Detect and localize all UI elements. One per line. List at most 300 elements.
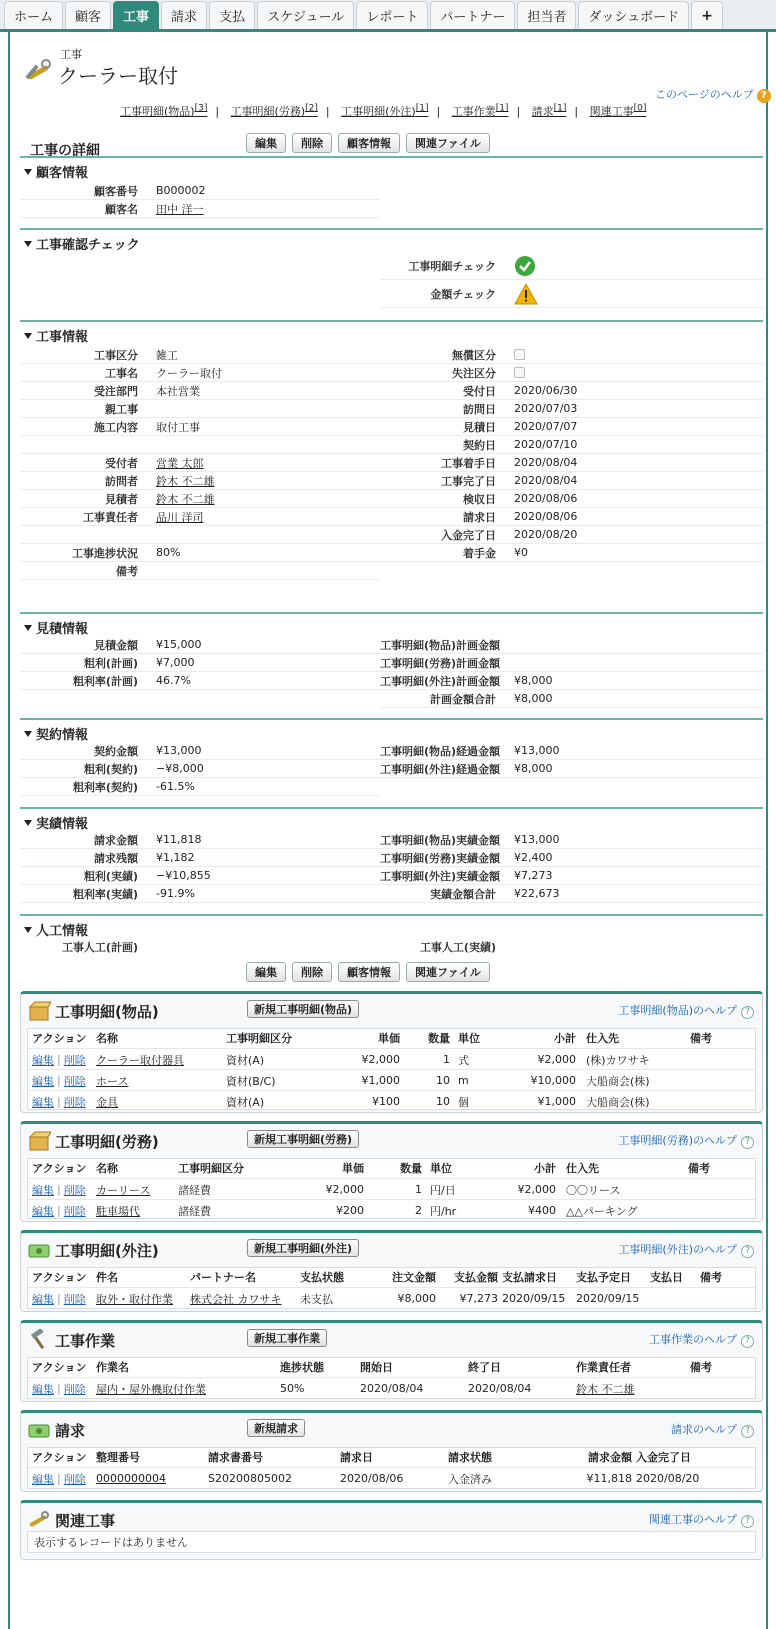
field-value: −¥8,000 <box>156 762 204 775</box>
column-header: 開始日 <box>360 1361 393 1374</box>
field-row <box>20 778 380 796</box>
field-value: ¥13,000 <box>156 744 202 757</box>
tab-partner[interactable]: パートナー <box>430 1 515 29</box>
detail-title: 工事の詳細 <box>30 143 100 159</box>
field-label: 工事責任者 <box>83 510 138 524</box>
table-row <box>28 1178 755 1199</box>
customer-info-button[interactable]: 顧客情報 <box>338 133 400 153</box>
record-link[interactable]: 0000000004 <box>96 1472 166 1485</box>
column-header: 整理番号 <box>96 1451 140 1464</box>
row-actions: 編集 | 削除 <box>32 1074 86 1088</box>
help-icon: ? <box>741 1245 754 1258</box>
table-cell: 円/hr <box>430 1204 457 1218</box>
field-row <box>20 490 380 508</box>
field-value: 2020/08/04 <box>514 456 578 469</box>
invoice-table <box>27 1447 756 1489</box>
field-label: 検収日 <box>463 492 496 506</box>
page-help-link[interactable]: このページのヘルプ ? <box>655 86 771 103</box>
column-header: 数量 <box>400 1162 422 1175</box>
warning-triangle-icon <box>514 283 538 305</box>
field-label: 工事明細(外注)計画金額 <box>380 674 501 688</box>
field-row <box>380 454 763 472</box>
row-actions: 編集 | 削除 <box>32 1472 86 1486</box>
tab-customer[interactable]: 顧客 <box>65 1 111 29</box>
row-delete-link[interactable]: 削除 <box>63 1183 86 1197</box>
column-header: 支払日 <box>650 1271 683 1284</box>
table-cell: 1 <box>443 1053 450 1066</box>
field-label: 粗利率(契約) <box>72 780 138 794</box>
section-header[interactable]: 工事確認チェック <box>24 234 140 253</box>
field-label: 粗利率(実績) <box>72 887 138 901</box>
field-row <box>380 526 763 544</box>
table-cell: 1 <box>415 1183 422 1196</box>
column-header: 備考 <box>688 1162 710 1175</box>
table-cell: ¥1,000 <box>537 1095 576 1108</box>
delete-button[interactable]: 削除 <box>292 133 332 153</box>
rel-link-outsource[interactable]: 工事明細(外注)[1] <box>341 103 429 118</box>
field-value: ¥8,000 <box>514 692 553 705</box>
field-value: ¥15,000 <box>156 638 202 651</box>
field-value: ¥11,818 <box>156 833 202 846</box>
field-label: 顧客番号 <box>94 184 138 198</box>
column-header: 請求日 <box>340 1451 373 1464</box>
row-edit-link[interactable]: 編集 <box>32 1074 54 1088</box>
field-row <box>20 885 380 903</box>
row-actions: 編集 | 削除 <box>32 1382 86 1396</box>
field-label: 工事明細チェック <box>408 259 496 273</box>
column-header: 注文金額 <box>392 1271 436 1284</box>
detail-buttons-bottom <box>246 962 490 982</box>
column-header: 単価 <box>342 1162 364 1175</box>
field-value: ¥7,273 <box>514 869 553 882</box>
row-delete-link[interactable]: 削除 <box>63 1074 86 1088</box>
table-cell <box>700 1288 750 1309</box>
field-label: 見積金額 <box>94 638 138 652</box>
field-label: 工事明細(外注)実績金額 <box>380 869 501 883</box>
section-header[interactable]: 見積情報 <box>24 618 88 637</box>
field-label: 計画金額合計 <box>430 692 496 706</box>
help-icon: ? <box>757 89 771 103</box>
field-label: 粗利(契約) <box>83 762 138 776</box>
column-header: 備考 <box>700 1271 722 1284</box>
row-delete-link[interactable]: 削除 <box>63 1472 86 1486</box>
field-label: 受付者 <box>105 456 138 470</box>
table-cell: 2 <box>415 1204 422 1217</box>
related-works <box>20 1500 763 1560</box>
tab-home[interactable]: ホーム <box>4 1 63 29</box>
column-header: 進捗状態 <box>280 1361 324 1374</box>
package-icon <box>27 1130 51 1152</box>
record-link[interactable]: 屋内・屋外機取付作業 <box>96 1382 206 1396</box>
record-link[interactable]: ホース <box>96 1074 129 1088</box>
row-edit-link[interactable]: 編集 <box>32 1095 54 1109</box>
related-links: 工事明細(物品)[3] | 工事明細(労務)[2] | 工事明細(外注)[1] | 工事作業[1] | 請求[1] | 関連工事[0] <box>120 103 647 118</box>
field-label: 無償区分 <box>452 348 496 362</box>
table-cell: △△パーキング <box>566 1204 638 1218</box>
field-value: 2020/07/10 <box>514 438 578 451</box>
table-cell: 資材(A) <box>226 1053 265 1067</box>
record-link[interactable]: 金具 <box>96 1095 118 1109</box>
field-value: ¥8,000 <box>514 762 553 775</box>
tasks-help-link[interactable]: 工事作業のヘルプ ? <box>649 1331 754 1348</box>
field-row <box>20 346 380 364</box>
rel-link-invoice[interactable]: 請求[1] <box>531 103 567 118</box>
section-contract <box>20 718 763 798</box>
column-header: 工事明細区分 <box>226 1032 292 1045</box>
row-edit-link[interactable]: 編集 <box>32 1204 54 1218</box>
invoice-help-link[interactable]: 請求のヘルプ ? <box>671 1421 754 1438</box>
field-label: 入金完了日 <box>441 528 496 542</box>
rel-link-related[interactable]: 関連工事[0] <box>589 103 647 118</box>
table-row <box>28 1090 755 1111</box>
table-cell: ¥8,000 <box>397 1292 436 1305</box>
field-label: 請求日 <box>463 510 496 524</box>
row-delete-link[interactable]: 削除 <box>63 1053 86 1067</box>
field-value: 雑工 <box>156 348 178 362</box>
column-header: 単位 <box>430 1162 452 1175</box>
column-header: 小計 <box>534 1162 556 1175</box>
field-row <box>20 654 380 672</box>
tab-work[interactable]: 工事 <box>113 1 159 29</box>
goods-help-link[interactable]: 工事明細(物品)のヘルプ ? <box>618 1002 754 1019</box>
field-row <box>380 508 763 526</box>
field-value: 2020/06/30 <box>514 384 578 397</box>
labor-help-link[interactable]: 工事明細(労務)のヘルプ ? <box>618 1132 754 1149</box>
field-label: 工事明細(物品)経過金額 <box>380 744 501 758</box>
column-header: アクション <box>32 1361 87 1374</box>
user-link[interactable]: 営業 太郎 <box>156 456 204 470</box>
column-header: 支払予定日 <box>576 1271 631 1284</box>
field-row <box>380 654 763 672</box>
new-goods-button[interactable]: 新規工事明細(物品) <box>247 1000 359 1018</box>
field-value: ¥13,000 <box>514 744 560 757</box>
object-type: 工事 <box>60 48 82 61</box>
field-label: 工事進捗状況 <box>72 546 138 560</box>
column-header: 小計 <box>554 1032 576 1045</box>
field-row <box>20 867 380 885</box>
record-link[interactable]: カーリース <box>96 1183 151 1197</box>
field-row <box>20 382 380 400</box>
table-row <box>28 1069 755 1090</box>
field-value: 2020/08/06 <box>514 510 578 523</box>
field-row <box>20 544 380 562</box>
table-cell: ¥2,000 <box>517 1183 556 1196</box>
field-label: 工事明細(物品)計画金額 <box>380 638 501 652</box>
field-value: −¥10,855 <box>156 869 211 882</box>
record-link[interactable]: 鈴木 不二雄 <box>576 1382 635 1396</box>
help-icon: ? <box>741 1006 754 1019</box>
field-row <box>20 849 380 867</box>
field-value: ¥2,400 <box>514 851 553 864</box>
column-header: アクション <box>32 1032 87 1045</box>
tab-add[interactable]: + <box>691 1 723 29</box>
field-label: 工事名 <box>105 366 138 380</box>
column-header: 終了日 <box>468 1361 501 1374</box>
table-cell: 円/日 <box>430 1183 456 1197</box>
row-delete-link[interactable]: 削除 <box>63 1095 86 1109</box>
row-edit-link[interactable]: 編集 <box>32 1053 54 1067</box>
money-icon <box>27 1419 51 1441</box>
list-title: 工事明細(労務) <box>55 1132 159 1151</box>
field-label: 備考 <box>116 564 138 578</box>
field-label: 顧客名 <box>105 202 138 216</box>
package-icon <box>27 1000 51 1022</box>
row-edit-link[interactable]: 編集 <box>32 1472 54 1486</box>
row-actions: 編集 | 削除 <box>32 1183 86 1197</box>
field-value: ¥1,182 <box>156 851 195 864</box>
field-row <box>20 672 380 690</box>
table-cell: 諸経費 <box>178 1183 211 1197</box>
list-title: 工事作業 <box>55 1331 116 1350</box>
table-cell: 2020/09/15 <box>502 1292 566 1305</box>
hammer-icon <box>27 1329 51 1351</box>
row-delete-link[interactable]: 削除 <box>63 1204 86 1218</box>
related-goods <box>20 991 763 1113</box>
table-cell: S20200805002 <box>208 1472 292 1485</box>
column-header: 仕入先 <box>586 1032 619 1045</box>
table-row <box>28 1377 755 1398</box>
field-label: 金額チェック <box>430 287 496 301</box>
checkmark-circle-icon <box>514 255 536 277</box>
field-label: 訪問者 <box>105 474 138 488</box>
field-row <box>20 526 380 544</box>
field-value: ¥13,000 <box>514 833 560 846</box>
section-header[interactable]: 人工情報 <box>24 920 88 939</box>
field-row <box>380 849 763 867</box>
table-row <box>28 1048 755 1069</box>
field-row <box>20 472 380 490</box>
column-header: 作業責任者 <box>576 1361 631 1374</box>
help-icon: ? <box>741 1425 754 1438</box>
field-label: 契約日 <box>463 438 496 452</box>
edit-button[interactable]: 編集 <box>246 133 286 153</box>
row-edit-link[interactable]: 編集 <box>32 1183 54 1197</box>
table-row <box>28 1467 755 1488</box>
field-row <box>380 672 763 690</box>
table-cell <box>690 1378 750 1399</box>
field-value: ¥22,673 <box>514 887 560 900</box>
related-outsource <box>20 1230 763 1312</box>
column-header: 支払請求日 <box>502 1271 557 1284</box>
field-row <box>380 436 763 454</box>
new-invoice-button[interactable]: 新規請求 <box>247 1419 305 1437</box>
table-cell: ¥10,000 <box>530 1074 576 1087</box>
rel-link-goods[interactable]: 工事明細(物品)[3] <box>120 103 208 118</box>
edit-button[interactable]: 編集 <box>246 962 286 982</box>
empty-message: 表示するレコードはありません <box>27 1531 756 1553</box>
field-label: 工事区分 <box>94 348 138 362</box>
labor-table <box>27 1158 756 1219</box>
row-actions: 編集 | 削除 <box>32 1204 86 1218</box>
field-label: 粗利(計画) <box>83 656 138 670</box>
table-cell <box>650 1288 698 1309</box>
column-header: 工事明細区分 <box>178 1162 244 1175</box>
related-help-link[interactable]: 関連工事のヘルプ ? <box>649 1511 754 1528</box>
customer-name-link[interactable]: 田中 洋一 <box>156 202 204 216</box>
tab-billing[interactable]: 請求 <box>161 1 207 29</box>
section-header[interactable]: 顧客情報 <box>24 162 88 181</box>
field-value: クーラー取付 <box>156 366 222 380</box>
column-header: アクション <box>32 1162 87 1175</box>
related-invoice <box>20 1410 763 1492</box>
table-cell: ¥2,000 <box>325 1183 364 1196</box>
field-value: ¥7,000 <box>156 656 195 669</box>
row-edit-link[interactable]: 編集 <box>32 1382 54 1396</box>
field-value: 80% <box>156 546 181 559</box>
customer-info-button[interactable]: 顧客情報 <box>338 962 400 982</box>
tab-contact[interactable]: 担当者 <box>517 1 576 29</box>
table-cell <box>690 1049 750 1070</box>
column-header: 作業名 <box>96 1361 129 1374</box>
field-row <box>20 831 380 849</box>
outsource-help-link[interactable]: 工事明細(外注)のヘルプ ? <box>618 1241 754 1258</box>
customer-number: B000002 <box>156 184 206 197</box>
table-cell: ¥2,000 <box>361 1053 400 1066</box>
record-link[interactable]: 駐車場代 <box>96 1204 140 1218</box>
user-link[interactable]: 鈴木 不二雄 <box>156 474 215 488</box>
user-link[interactable]: 鈴木 不二雄 <box>156 492 215 506</box>
table-cell: ¥400 <box>528 1204 556 1217</box>
field-value: 46.7% <box>156 674 191 687</box>
table-cell: 2020/08/06 <box>340 1472 404 1485</box>
row-edit-link[interactable]: 編集 <box>32 1292 54 1306</box>
table-cell: 式 <box>458 1053 469 1067</box>
related-labor <box>20 1121 763 1222</box>
table-cell: 資材(A) <box>226 1095 265 1109</box>
outsource-table <box>27 1267 756 1309</box>
field-label: 親工事 <box>105 402 138 416</box>
table-cell: ¥11,818 <box>586 1472 632 1485</box>
table-row <box>28 1287 755 1308</box>
user-link[interactable]: 品川 洋司 <box>156 510 204 524</box>
record-link[interactable]: 株式会社 カワサキ <box>190 1292 282 1306</box>
field-row <box>20 508 380 526</box>
table-cell: ¥7,273 <box>459 1292 498 1305</box>
field-label: 受付日 <box>463 384 496 398</box>
table-cell: 諸経費 <box>178 1204 211 1218</box>
table-cell <box>688 1179 748 1200</box>
table-cell <box>688 1200 748 1221</box>
record-link[interactable]: 取外・取付作業 <box>96 1292 173 1306</box>
field-row <box>380 760 763 778</box>
field-row <box>380 382 763 400</box>
field-label: 粗利率(計画) <box>72 674 138 688</box>
field-row <box>20 636 380 654</box>
column-header: アクション <box>32 1271 87 1284</box>
tab-payment[interactable]: 支払 <box>209 1 255 29</box>
field-value: 2020/07/03 <box>514 402 578 415</box>
field-value: 2020/08/20 <box>514 528 578 541</box>
field-value: -61.5% <box>156 780 195 793</box>
column-header: 入金完了日 <box>636 1451 691 1464</box>
field-label: 実績金額合計 <box>430 887 496 901</box>
field-row <box>380 346 763 364</box>
field-row <box>20 742 380 760</box>
column-header: 備考 <box>690 1032 712 1045</box>
field-row <box>20 760 380 778</box>
help-icon: ? <box>741 1515 754 1528</box>
section-header[interactable]: 実績情報 <box>24 813 88 832</box>
field-value: -91.9% <box>156 887 195 900</box>
field-row <box>20 418 380 436</box>
table-cell: 10 <box>436 1095 450 1108</box>
tab-report[interactable]: レポート <box>356 1 428 29</box>
column-header: 名称 <box>96 1032 118 1045</box>
detail-buttons-top <box>246 133 490 153</box>
column-header: 名称 <box>96 1162 118 1175</box>
goods-table <box>27 1028 756 1110</box>
rel-link-tasks[interactable]: 工事作業[1] <box>451 103 509 118</box>
list-title: 関連工事 <box>55 1511 116 1530</box>
field-row <box>380 831 763 849</box>
tab-dashboard[interactable]: ダッシュボード <box>578 1 689 29</box>
section-actual <box>20 807 763 907</box>
delete-button[interactable]: 削除 <box>292 962 332 982</box>
record-link[interactable]: クーラー取付器具 <box>96 1053 184 1067</box>
section-estimate <box>20 612 763 708</box>
column-header: 数量 <box>428 1032 450 1045</box>
table-cell: 大船商会(株) <box>586 1074 650 1088</box>
field-label: 工事明細(労務)実績金額 <box>380 851 501 865</box>
new-task-button[interactable]: 新規工事作業 <box>247 1329 327 1347</box>
field-row <box>20 436 380 454</box>
section-header[interactable]: 契約情報 <box>24 724 88 743</box>
table-cell: ¥1,000 <box>361 1074 400 1087</box>
table-cell: ¥100 <box>372 1095 400 1108</box>
column-header: 請求状態 <box>448 1451 492 1464</box>
related-files-button[interactable]: 関連ファイル <box>406 962 490 982</box>
new-labor-button[interactable]: 新規工事明細(労務) <box>247 1130 359 1148</box>
field-row <box>380 867 763 885</box>
field-value: 2020/08/04 <box>514 474 578 487</box>
field-label: 受注部門 <box>94 384 138 398</box>
field-row <box>380 472 763 490</box>
column-header: 備考 <box>690 1361 712 1374</box>
checkbox <box>514 367 525 378</box>
column-header: 支払金額 <box>454 1271 498 1284</box>
help-icon: ? <box>741 1136 754 1149</box>
rel-link-labor[interactable]: 工事明細(労務)[2] <box>230 103 318 118</box>
row-delete-link[interactable]: 削除 <box>63 1292 86 1306</box>
field-value: ¥0 <box>514 546 528 559</box>
field-row <box>380 490 763 508</box>
related-files-button[interactable]: 関連ファイル <box>406 133 490 153</box>
help-icon: ? <box>741 1335 754 1348</box>
field-row <box>380 364 763 382</box>
section-work <box>20 320 763 610</box>
row-delete-link[interactable]: 削除 <box>63 1382 86 1396</box>
new-outsource-button[interactable]: 新規工事明細(外注) <box>247 1239 359 1257</box>
row-actions: 編集 | 削除 <box>32 1095 86 1109</box>
checkbox <box>514 349 525 360</box>
section-header[interactable]: 工事情報 <box>24 326 88 345</box>
field-value: 取付工事 <box>156 420 200 434</box>
column-header: 仕入先 <box>566 1162 599 1175</box>
field-row <box>20 562 380 580</box>
table-cell: 50% <box>280 1382 305 1395</box>
column-header: パートナー名 <box>190 1271 256 1284</box>
field-label: 粗利(実績) <box>83 869 138 883</box>
column-header: アクション <box>32 1451 87 1464</box>
section-check <box>20 228 763 318</box>
table-cell: ¥2,000 <box>537 1053 576 1066</box>
table-cell: ¥200 <box>336 1204 364 1217</box>
field-label: 失注区分 <box>452 366 496 380</box>
field-label: 見積者 <box>105 492 138 506</box>
column-header: 支払状態 <box>300 1271 344 1284</box>
field-row <box>380 418 763 436</box>
tab-schedule[interactable]: スケジュール <box>257 1 354 29</box>
